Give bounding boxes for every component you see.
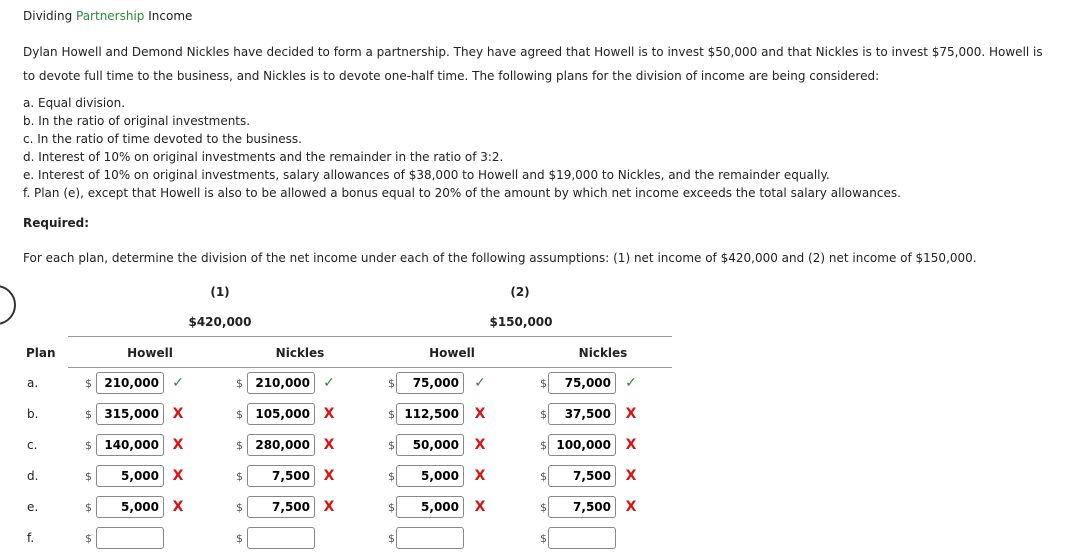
amount-input-howell-1[interactable] (96, 403, 164, 425)
currency-symbol: $ (540, 501, 547, 514)
currency-symbol: $ (85, 377, 92, 390)
currency-symbol: $ (388, 532, 395, 545)
amount-input-nickles-2[interactable] (548, 372, 616, 394)
group2-label: (2) (510, 285, 530, 299)
amount-input-howell-2[interactable] (396, 527, 464, 549)
currency-symbol: $ (388, 501, 395, 514)
plan-item-b: b. In the ratio of original investments. (23, 114, 251, 128)
plan-row-label: c. (27, 438, 38, 452)
currency-symbol: $ (388, 470, 395, 483)
currency-symbol: $ (85, 532, 92, 545)
amount-input-nickles-1[interactable] (247, 403, 315, 425)
title-suffix: Income (144, 9, 193, 23)
currency-symbol: $ (85, 501, 92, 514)
currency-symbol: $ (236, 377, 243, 390)
cross-icon: X (172, 406, 184, 422)
header-rule (68, 367, 672, 368)
amount-input-nickles-2[interactable] (548, 434, 616, 456)
currency-symbol: $ (540, 470, 547, 483)
currency-symbol: $ (540, 439, 547, 452)
cross-icon: X (474, 437, 486, 453)
plans-list (23, 94, 901, 202)
amount-input-howell-1[interactable] (96, 527, 164, 549)
currency-symbol: $ (540, 377, 547, 390)
amount-input-howell-1[interactable] (96, 465, 164, 487)
amount-input-nickles-1[interactable] (247, 372, 315, 394)
plan-row-label: e. (27, 500, 39, 514)
currency-symbol: $ (388, 408, 395, 421)
plan-item-c: c. In the ratio of time devoted to the business. (23, 132, 302, 146)
amount-input-nickles-2[interactable] (548, 527, 616, 549)
problem-intro: Dylan Howell and Demond Nickles have decided to form a partnership. They have agreed that Howell is to invest $50,000 and that Nickles is to invest $75,000. Howell is to devote full time to the business, and Nickles is to devote one-half time. The following plans for the division of income are being considered: (23, 45, 1043, 83)
col-howell-header-2: Howell (429, 346, 475, 360)
amount-input-howell-2[interactable] (396, 465, 464, 487)
amount-input-howell-2[interactable] (396, 434, 464, 456)
plan-item-d: d. Interest of 10% on original investments and the remainder in the ratio of 3:2. (23, 150, 504, 164)
cross-icon: X (625, 437, 637, 453)
cross-icon: X (172, 468, 184, 484)
page-title (23, 9, 192, 23)
step-circle-icon (0, 285, 16, 325)
amount-input-nickles-2[interactable] (548, 465, 616, 487)
partnership-link[interactable]: Partnership (76, 9, 145, 23)
amount-input-howell-2[interactable] (396, 403, 464, 425)
cross-icon: X (323, 437, 335, 453)
plan-row-label: d. (27, 469, 39, 483)
col-plan-header: Plan (26, 346, 56, 360)
amount-input-nickles-1[interactable] (247, 527, 315, 549)
required-heading: Required: (23, 216, 90, 230)
col-nickles-header-1: Nickles (275, 346, 325, 360)
currency-symbol: $ (388, 377, 395, 390)
currency-symbol: $ (236, 408, 243, 421)
cross-icon: X (323, 468, 335, 484)
amount-input-howell-1[interactable] (96, 434, 164, 456)
group-rule (68, 336, 672, 337)
currency-symbol: $ (540, 408, 547, 421)
plan-row-label: f. (27, 531, 35, 545)
currency-symbol: $ (236, 532, 243, 545)
plan-item-a: a. Equal division. (23, 96, 126, 110)
group1-amount: $420,000 (188, 315, 252, 329)
instruction-text: For each plan, determine the division of the net income under each of the following assumptions: (1) net income of $420,000 and (2) net income of $150,000. (23, 251, 977, 265)
checkmark-icon: ✓ (323, 375, 335, 391)
plan-row-label: a. (27, 376, 39, 390)
group2-amount: $150,000 (489, 315, 553, 329)
cross-icon: X (474, 468, 486, 484)
checkmark-icon: ✓ (172, 375, 184, 391)
plan-item-e: e. Interest of 10% on original investments, salary allowances of $38,000 to Howell and $19,000 to Nickles, and the remainder equally. (23, 168, 830, 182)
cross-icon: X (625, 406, 637, 422)
cross-icon: X (172, 499, 184, 515)
plan-row-label: b. (27, 407, 39, 421)
cross-icon: X (172, 437, 184, 453)
currency-symbol: $ (85, 439, 92, 452)
currency-symbol: $ (85, 470, 92, 483)
cross-icon: X (625, 499, 637, 515)
title-prefix: Dividing (23, 9, 76, 23)
amount-input-howell-2[interactable] (396, 496, 464, 518)
cross-icon: X (323, 406, 335, 422)
currency-symbol: $ (540, 532, 547, 545)
amount-input-nickles-2[interactable] (548, 496, 616, 518)
group1-label: (1) (210, 285, 230, 299)
amount-input-nickles-1[interactable] (247, 434, 315, 456)
amount-input-howell-2[interactable] (396, 372, 464, 394)
col-howell-header-1: Howell (127, 346, 173, 360)
checkmark-icon: ✓ (625, 375, 637, 391)
amount-input-nickles-1[interactable] (247, 465, 315, 487)
currency-symbol: $ (236, 470, 243, 483)
col-nickles-header-2: Nickles (578, 346, 628, 360)
currency-symbol: $ (85, 408, 92, 421)
amount-input-howell-1[interactable] (96, 496, 164, 518)
amount-input-nickles-1[interactable] (247, 496, 315, 518)
amount-input-howell-1[interactable] (96, 372, 164, 394)
cross-icon: X (474, 499, 486, 515)
currency-symbol: $ (236, 501, 243, 514)
amount-input-nickles-2[interactable] (548, 403, 616, 425)
currency-symbol: $ (236, 439, 243, 452)
cross-icon: X (625, 468, 637, 484)
cross-icon: X (323, 499, 335, 515)
plan-item-f: f. Plan (e), except that Howell is also to be allowed a bonus equal to 20% of the amount by which net income exceeds the total salary allowances. (23, 186, 901, 200)
checkmark-icon: ✓ (474, 375, 486, 391)
cross-icon: X (474, 406, 486, 422)
currency-symbol: $ (388, 439, 395, 452)
